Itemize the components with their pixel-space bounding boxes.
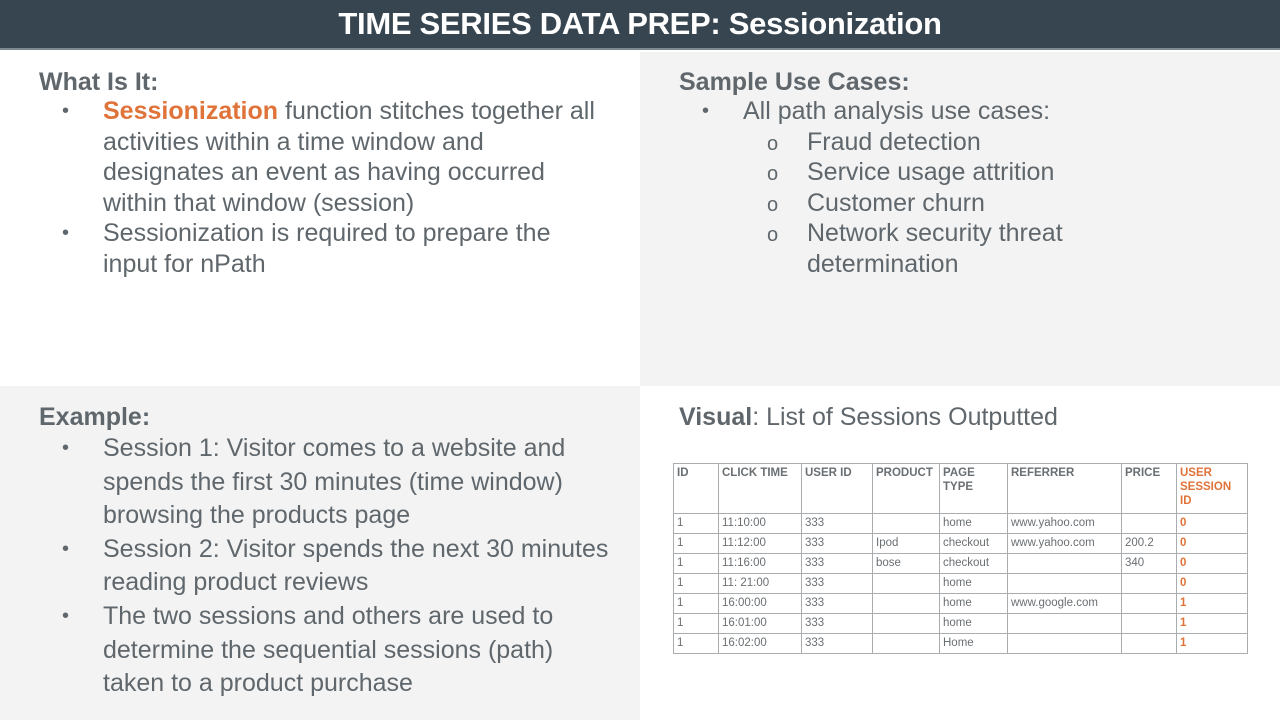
section-heading: Sample Use Cases: — [679, 68, 910, 96]
section-heading: Example: — [39, 403, 151, 431]
cell: www.google.com — [1008, 594, 1122, 614]
column-header: USER SESSION ID — [1177, 464, 1248, 514]
cell: 333 — [802, 574, 873, 594]
session-id-cell: 0 — [1177, 514, 1248, 534]
cell — [1008, 634, 1122, 654]
column-header: PRICE — [1122, 464, 1177, 514]
session-id-cell: 1 — [1177, 594, 1248, 614]
cell: 333 — [802, 634, 873, 654]
session-id-cell: 0 — [1177, 554, 1248, 574]
column-header: REFERRER — [1008, 464, 1122, 514]
table-row — [674, 534, 1248, 554]
section-heading: What Is It: — [39, 68, 159, 96]
sub-item-text: Service usage attrition — [807, 158, 1055, 186]
highlight-term: Sessionization — [103, 97, 279, 125]
section-heading — [679, 403, 1058, 432]
bullet-icon: • — [62, 222, 70, 244]
cell — [1008, 574, 1122, 594]
cell — [1122, 634, 1177, 654]
cell: 1 — [674, 574, 719, 594]
bullet-icon: • — [62, 537, 70, 560]
cell: 333 — [802, 594, 873, 614]
slide-title: TIME SERIES DATA PREP: Sessionization — [338, 6, 942, 41]
table-row — [674, 634, 1248, 654]
cell: 1 — [674, 554, 719, 574]
cell: 11:10:00 — [719, 514, 802, 534]
bullet-icon: • — [702, 100, 710, 122]
sub-item — [640, 127, 1120, 158]
cell: 1 — [674, 534, 719, 554]
cell: home — [940, 514, 1008, 534]
bullet-item — [0, 600, 610, 701]
table-row — [674, 594, 1248, 614]
cell: 11: 21:00 — [719, 574, 802, 594]
bullet-list — [0, 96, 610, 279]
bullet-item — [0, 96, 610, 218]
circle-bullet-icon: o — [767, 193, 779, 216]
cell: 16:01:00 — [719, 614, 802, 634]
bullet-text: Session 2: Visitor spends the next 30 minutes reading product reviews — [103, 534, 609, 597]
sub-item — [640, 157, 1120, 188]
sessions-table — [673, 463, 1248, 654]
cell: 333 — [802, 514, 873, 534]
bullet-item — [0, 218, 610, 279]
column-header: USER ID — [802, 464, 873, 514]
cell — [873, 594, 940, 614]
bullet-text: Sessionization is required to prepare the input for nPath — [103, 219, 551, 278]
bullet-icon: • — [62, 100, 70, 122]
cell: 333 — [802, 554, 873, 574]
bullet-item — [0, 533, 610, 600]
column-header: CLICK TIME — [719, 464, 802, 514]
cell: home — [940, 594, 1008, 614]
sub-item-text: Network security threat determination — [807, 219, 1063, 278]
cell — [873, 514, 940, 534]
cell — [873, 574, 940, 594]
cell: checkout — [940, 534, 1008, 554]
bullet-item — [0, 432, 610, 533]
cell: home — [940, 614, 1008, 634]
bullet-text: All path analysis use cases: — [743, 97, 1051, 125]
heading-rest: : List of Sessions Outputted — [752, 403, 1058, 431]
sub-item — [640, 218, 1120, 279]
sub-item — [640, 188, 1120, 219]
session-id-cell: 0 — [1177, 534, 1248, 554]
visual-section — [640, 386, 1280, 720]
cell: 340 — [1122, 554, 1177, 574]
cell — [1122, 614, 1177, 634]
cell: Home — [940, 634, 1008, 654]
cell: 16:02:00 — [719, 634, 802, 654]
cell: Ipod — [873, 534, 940, 554]
sub-item-text: Fraud detection — [807, 127, 981, 156]
cell: www.yahoo.com — [1008, 534, 1122, 554]
column-header: ID — [674, 464, 719, 514]
cell: 1 — [674, 634, 719, 654]
heading-bold: Visual — [679, 403, 753, 431]
bullet-text: Session 1: Visitor comes to a website and spends the first 30 minutes (time window) browsing the products page — [103, 434, 566, 530]
cell — [873, 614, 940, 634]
cell — [1122, 514, 1177, 534]
cell: 200.2 — [1122, 534, 1177, 554]
cell: 1 — [674, 594, 719, 614]
bullet-list — [640, 96, 1120, 279]
circle-bullet-icon: o — [767, 163, 779, 185]
what-is-it-section — [0, 52, 640, 386]
circle-bullet-icon: o — [767, 132, 779, 155]
use-cases-section — [640, 52, 1280, 386]
cell: 1 — [674, 514, 719, 534]
column-header: PAGE TYPE — [940, 464, 1008, 514]
cell — [873, 634, 940, 654]
bullet-text: The two sessions and others are used to determine the sequential sessions (path) taken to a product purchase — [103, 601, 554, 698]
cell — [1122, 594, 1177, 614]
cell: 16:00:00 — [719, 594, 802, 614]
bullet-item — [640, 96, 1120, 279]
slide-header — [0, 0, 1280, 50]
cell — [1122, 574, 1177, 594]
cell: 11:16:00 — [719, 554, 802, 574]
cell: 11:12:00 — [719, 534, 802, 554]
sub-list — [743, 127, 1120, 280]
cell: home — [940, 574, 1008, 594]
session-id-cell: 1 — [1177, 634, 1248, 654]
session-id-cell: 0 — [1177, 574, 1248, 594]
table-header-row — [674, 464, 1248, 514]
bullet-list — [0, 432, 610, 701]
cell: bose — [873, 554, 940, 574]
bullet-icon: • — [62, 604, 70, 627]
cell: www.yahoo.com — [1008, 514, 1122, 534]
table-row — [674, 554, 1248, 574]
example-section — [0, 386, 640, 720]
cell: 333 — [802, 614, 873, 634]
table-row — [674, 514, 1248, 534]
session-id-cell: 1 — [1177, 614, 1248, 634]
cell — [1008, 614, 1122, 634]
circle-bullet-icon: o — [767, 224, 779, 246]
column-header: PRODUCT — [873, 464, 940, 514]
sub-item-text: Customer churn — [807, 188, 985, 217]
table-row — [674, 614, 1248, 634]
cell: checkout — [940, 554, 1008, 574]
cell — [1008, 554, 1122, 574]
cell: 333 — [802, 534, 873, 554]
bullet-icon: • — [62, 437, 70, 459]
table-row — [674, 574, 1248, 594]
bullet-text: function stitches together all activities within a time window and designates an event as having occurred within that window (session) — [103, 97, 595, 217]
cell: 1 — [674, 614, 719, 634]
